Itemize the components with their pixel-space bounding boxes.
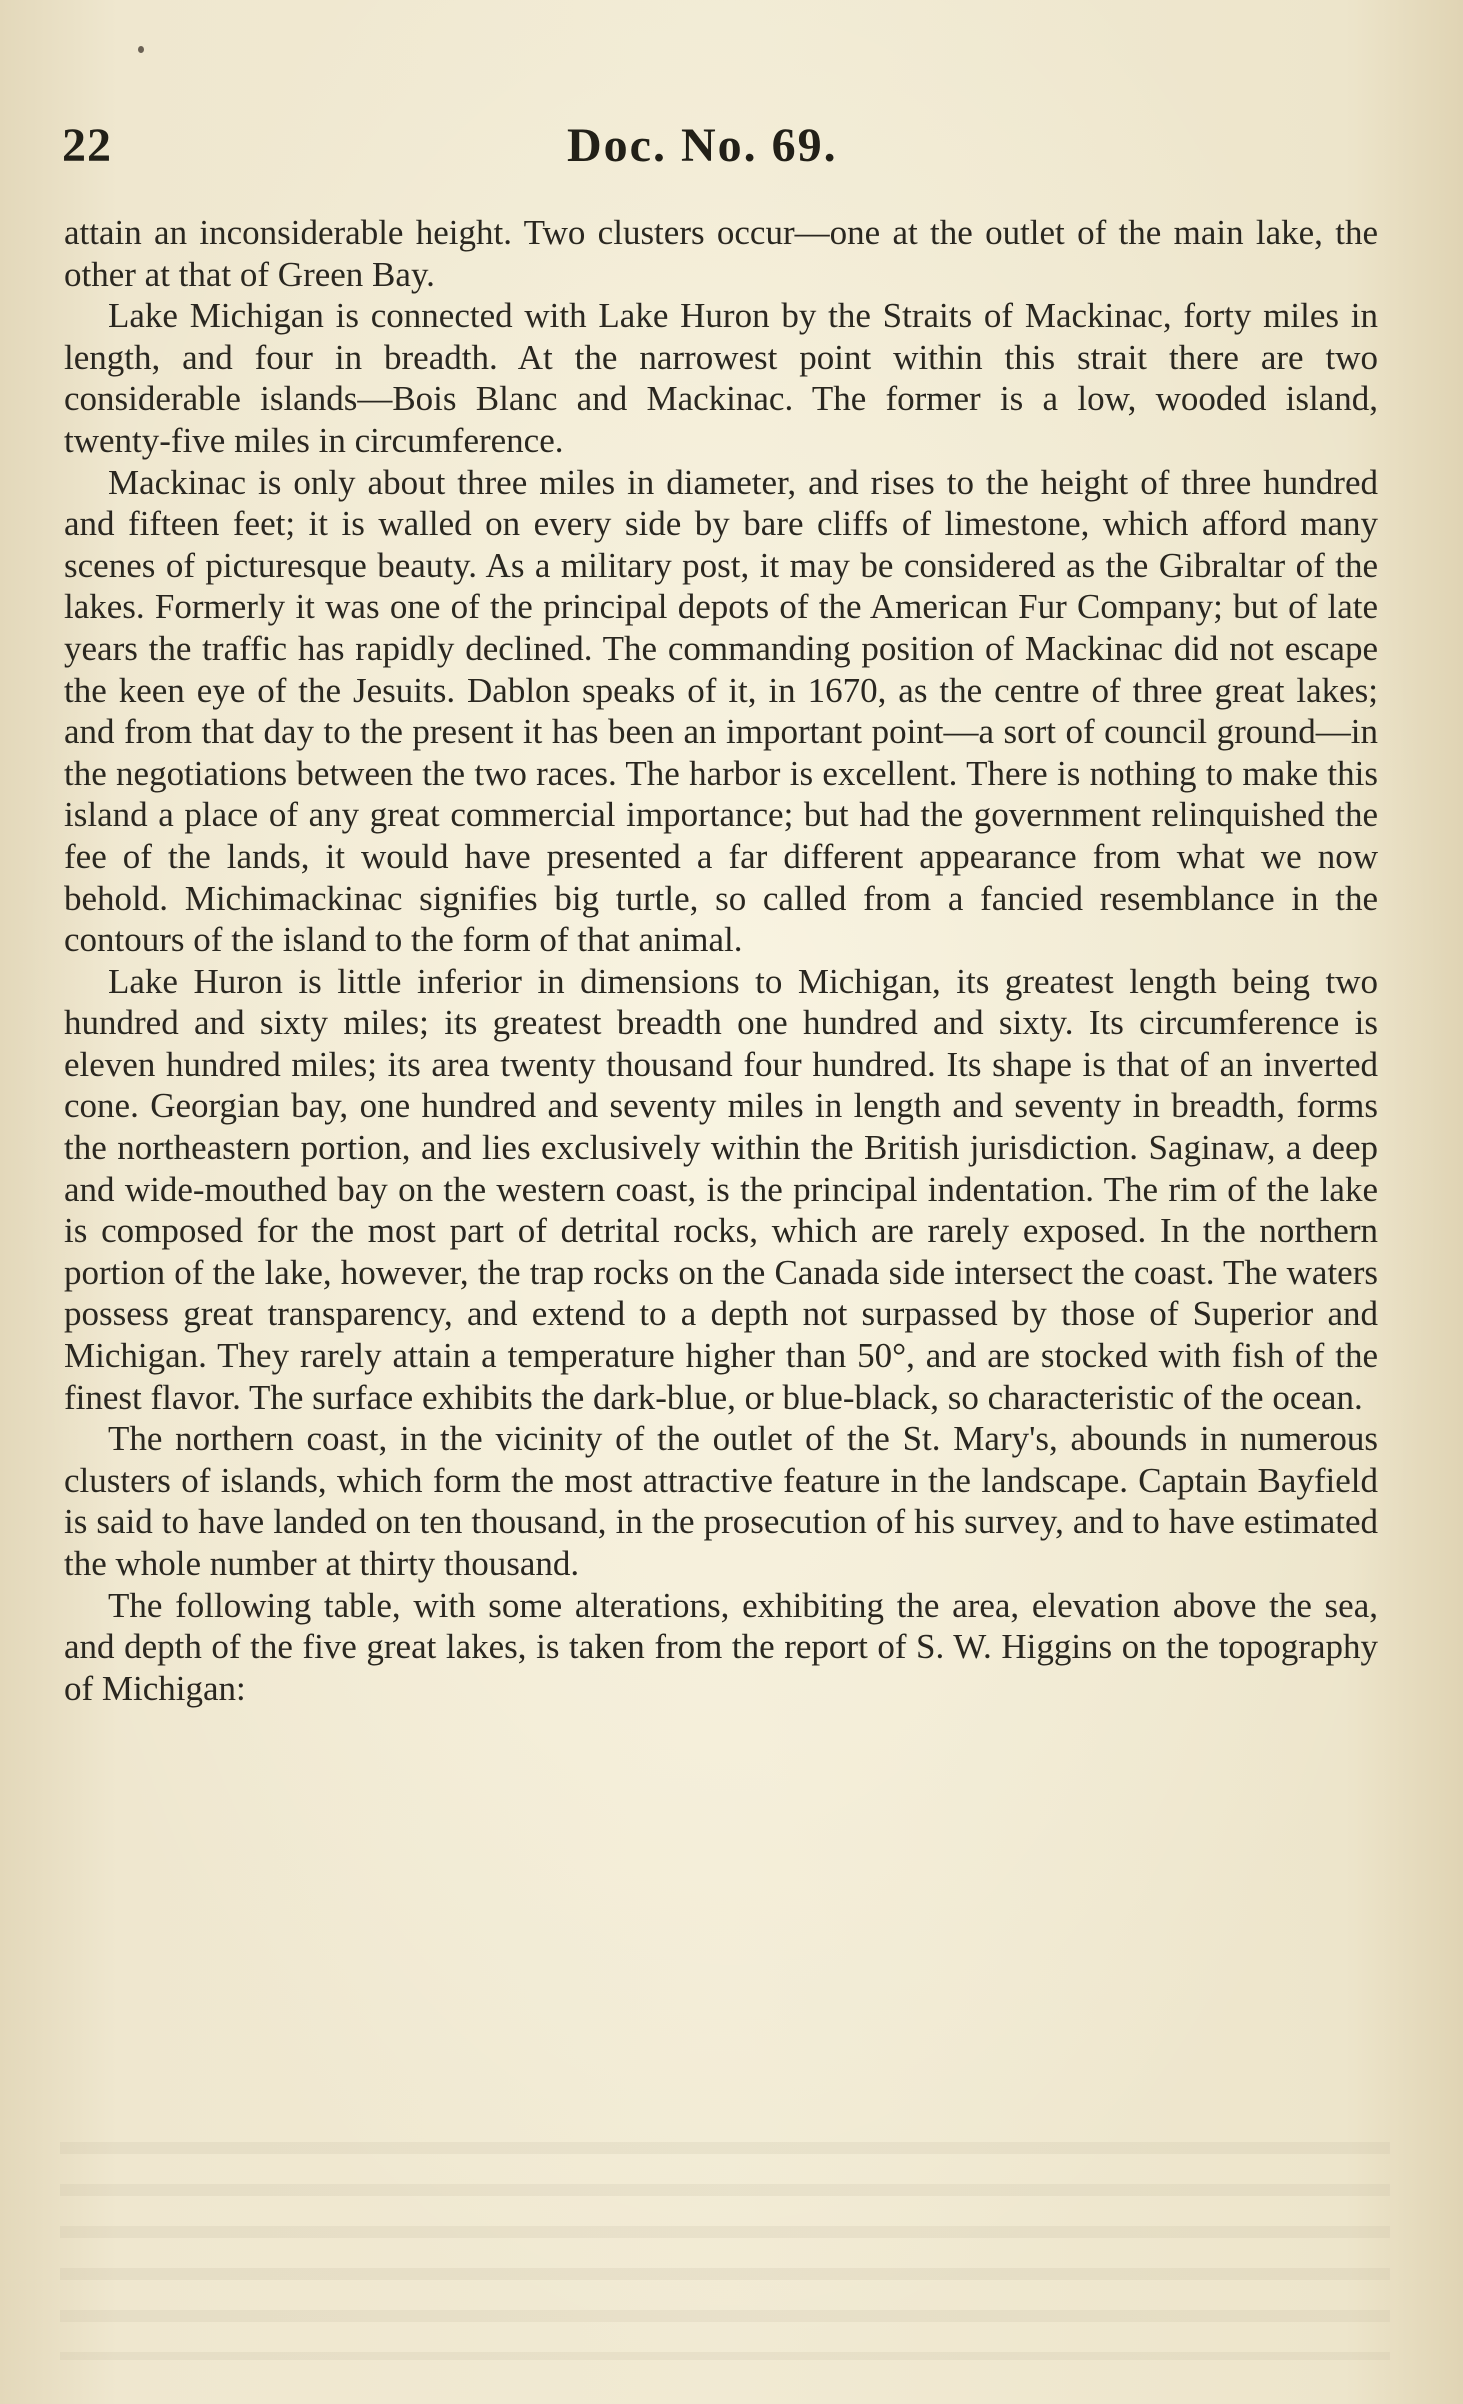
paragraph-mackinac-island: Mackinac is only about three miles in diameter, and rises to the height of three hundred and fifteen feet; it is walled on every side by bare cliffs of limestone, which afford many scenes of picturesque beauty. As a military post, it may be considered as the Gibraltar of the lakes. Formerly it was one of the principal depots of the American Fur Company; but of late years the traffic has rapidly declined. The commanding position of Mackinac did not escape the keen eye of the Jesuits. Dablon speaks of it, in 1670, as the centre of three great lakes; and from that day to the present it has been an important point—a sort of council ground—in the negotiations between the two races. The harbor is excellent. There is nothing to make this island a place of any great commercial importance; but had the government relinquished the fee of the lands, it would have presented a far different appearance from what we now behold. Michimackinac signifies big turtle, so called from a fancied resemblance in the contours of the island to the form of that animal. [64,462,1378,960]
paragraph-straits-of-mackinac: Lake Michigan is connected with Lake Huron by the Straits of Mackinac, forty miles in length, and four in breadth. At the narrowest point within this strait there are two considerable islands—Bois Blanc and Mackinac. The former is a low, wooded island, twenty-five miles in circumference. [64,296,1378,460]
body-text [64,212,1378,1709]
paragraph-table-intro: The following table, with some alterations, exhibiting the area, elevation above the sea, and depth of the five great lakes, is taken from the report of S. W. Higgins on the topography of Michigan: [64,1585,1378,1708]
paper-speck [138,46,144,53]
show-through-text [60,2120,1390,2360]
running-head: Doc. No. 69. [567,119,838,172]
paragraph-northern-coast: The northern coast, in the vicinity of the outlet of the St. Mary's, abounds in numerous clusters of islands, which form the most attractive feature in the landscape. Captain Bayfield is said to have landed on ten thousand, in the prosecution of his survey, and to have estimated the whole number at thirty thousand. [64,1419,1378,1583]
page-header [62,118,1382,178]
paragraph-lake-huron: Lake Huron is little inferior in dimensions to Michigan, its greatest length being two hundred and sixty miles; its greatest breadth one hundred and sixty. Its circumference is eleven hundred miles; its area twenty thousand four hundred. Its shape is that of an inverted cone. Georgian bay, one hundred and seventy miles in length and seventy in breadth, forms the northeastern portion, and lies exclusively within the British jurisdiction. Saginaw, a deep and wide-mouthed bay on the western coast, is the principal indentation. The rim of the lake is composed for the most part of detrital rocks, which are rarely exposed. In the northern portion of the lake, however, the trap rocks on the Canada side intersect the coast. The waters possess great transparency, and extend to a depth not surpassed by those of Superior and Michigan. They rarely attain a temperature higher than 50°, and are stocked with fish of the finest flavor. The surface exhibits the dark-blue, or blue-black, so characteristic of the ocean. [64,961,1378,1417]
page-number: 22 [62,119,112,172]
paragraph-continuation: attain an inconsiderable height. Two clusters occur—one at the outlet of the main lake, the other at that of Green Bay. [64,213,1378,294]
